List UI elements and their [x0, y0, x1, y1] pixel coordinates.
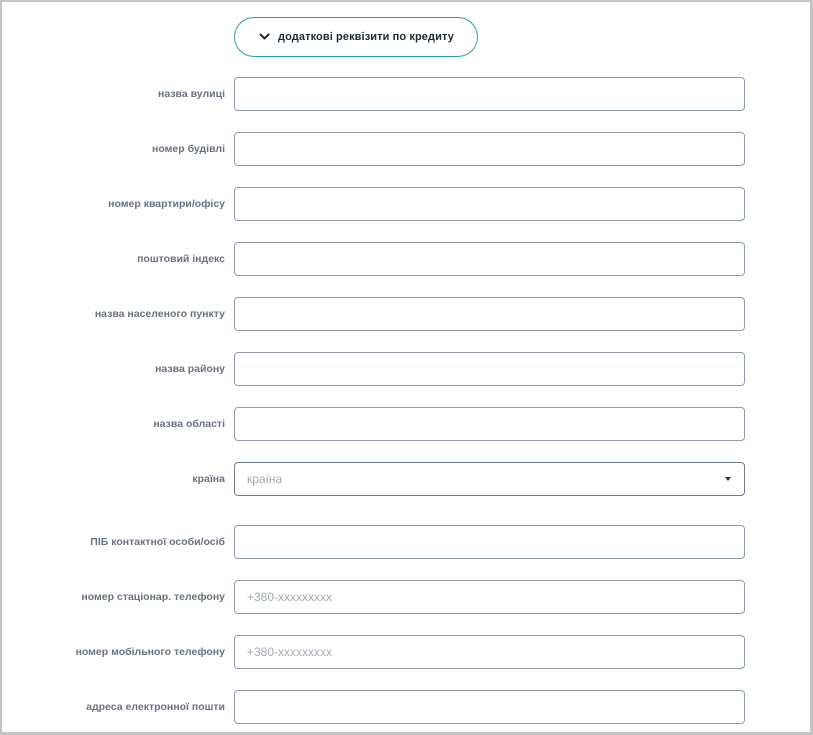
mobile-phone-input[interactable]: [234, 635, 745, 669]
form-row-region: [2, 407, 813, 441]
region-input[interactable]: [234, 407, 745, 441]
building-input[interactable]: [234, 132, 745, 166]
mobile-phone-label: номер мобільного телефону: [75, 646, 225, 658]
country-select-value: країна: [247, 472, 283, 486]
form-row-country: [2, 462, 813, 496]
country-select[interactable]: [234, 462, 745, 496]
building-label: номер будівлі: [152, 143, 225, 155]
postal-code-input[interactable]: [234, 242, 745, 276]
form-row-district: [2, 352, 813, 386]
additional-credit-details-toggle-button[interactable]: [234, 17, 478, 57]
landline-phone-label: номер стаціонар. телефону: [81, 591, 225, 603]
country-label: країна: [192, 473, 225, 485]
contact-person-input[interactable]: [234, 525, 745, 559]
form-row-email: [2, 690, 813, 724]
postal-code-label: поштовий індекс: [137, 253, 225, 265]
form-row-contact-person: [2, 525, 813, 559]
apartment-label: номер квартири/офісу: [108, 198, 225, 210]
region-label: назва області: [153, 418, 225, 430]
street-input[interactable]: [234, 77, 745, 111]
apartment-input[interactable]: [234, 187, 745, 221]
form-row-landline-phone: [2, 580, 813, 614]
settlement-label: назва населеного пункту: [94, 308, 225, 320]
district-input[interactable]: [234, 352, 745, 386]
form-row-building: [2, 132, 813, 166]
landline-phone-input[interactable]: [234, 580, 745, 614]
settlement-input[interactable]: [234, 297, 745, 331]
district-label: назва району: [155, 363, 225, 375]
form-row-street: [2, 77, 813, 111]
chevron-down-icon: [258, 31, 270, 43]
street-label: назва вулиці: [158, 88, 225, 100]
form-row-settlement: [2, 297, 813, 331]
email-input[interactable]: [234, 690, 745, 724]
caret-down-icon: [725, 477, 731, 481]
form-row-postal-code: [2, 242, 813, 276]
form-row-apartment: [2, 187, 813, 221]
email-label: адреса електронної пошти: [86, 701, 225, 713]
toggle-label: додаткові реквізити по кредиту: [278, 31, 454, 43]
form-row-mobile-phone: [2, 635, 813, 669]
contact-person-label: ПІБ контактної особи/осіб: [90, 536, 225, 548]
